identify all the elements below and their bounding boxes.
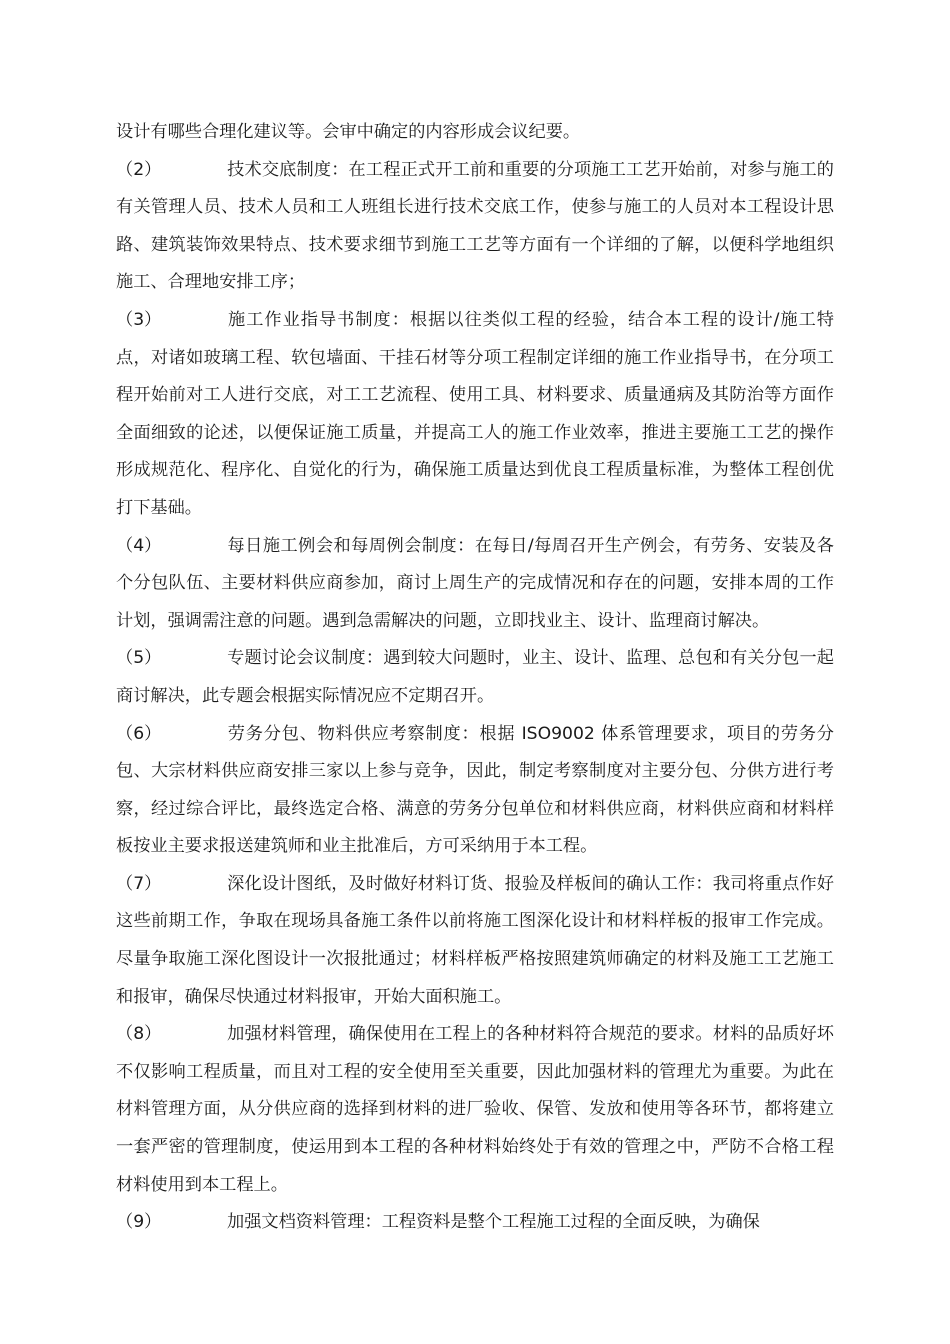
item-number: （5）	[116, 648, 162, 669]
item-number: （9）	[116, 1212, 162, 1233]
item-number: （2）	[116, 159, 162, 180]
item-number: （8）	[116, 1024, 162, 1045]
item-number: （7）	[116, 873, 162, 894]
item-text: 劳务分包、物料供应考察制度：根据 ISO9002 体系管理要求，项目的劳务分包、大宗材料供应商安排三家以上参与竞争，因此，制定考察制度对主要分包、分供方进行考察，经过综合评比，最终选定合格、满意的劳务分包单位和材料供应商，材料供应商和材料样板按业主要求报送建筑师和业主批准后，方可采纳用于本工程。	[116, 723, 834, 857]
item-text: 每日施工例会和每周例会制度：在每日/每周召开生产例会，有劳务、安装及各个分包队伍、主要材料供应商参加，商讨上周生产的完成情况和存在的问题，安排本周的工作计划，强调需注意的问题。遇到急需解决的问题，立即找业主、设计、监理商讨解决。	[116, 535, 834, 631]
list-item-9	[116, 1204, 834, 1242]
list-item-6	[116, 716, 834, 866]
item-text: 加强材料管理，确保使用在工程上的各种材料符合规范的要求。材料的品质好坏不仅影响工程质量，而且对工程的安全使用至关重要，因此加强材料的管理尤为重要。为此在材料管理方面，从分供应商的选择到材料的进厂验收、保管、发放和使用等各环节，都将建立一套严密的管理制度，使运用到本工程的各种材料始终处于有效的管理之中，严防不合格工程材料使用到本工程上。	[116, 1024, 834, 1195]
item-text: 技术交底制度：在工程正式开工前和重要的分项施工工艺开始前，对参与施工的有关管理人员、技术人员和工人班组长进行技术交底工作，使参与施工的人员对本工程设计思路、建筑装饰效果特点、技术要求细节到施工工艺等方面有一个详细的了解，以便科学地组织施工、合理地安排工序；	[116, 159, 834, 293]
item-text: 加强文档资料管理：工程资料是整个工程施工过程的全面反映，为确保	[227, 1212, 760, 1233]
list-item-7	[116, 866, 834, 1016]
list-item-2	[116, 152, 834, 302]
lead-paragraph: 设计有哪些合理化建议等。会审中确定的内容形成会议纪要。	[116, 122, 581, 142]
list-item-4	[116, 528, 834, 641]
item-number: （3）	[116, 309, 162, 330]
list-item-3	[116, 302, 834, 528]
item-number: （4）	[116, 535, 162, 556]
item-text: 施工作业指导书制度：根据以往类似工程的经验，结合本工程的设计/施工特点，对诸如玻璃工程、软包墙面、干挂石材等分项工程制定详细的施工作业指导书，在分项工程开始前对工人进行交底，对工工艺流程、使用工具、材料要求、质量通病及其防治等方面作全面细致的论述，以便保证施工质量，并提高工人的施工作业效率，推进主要施工工艺的操作形成规范化、程序化、自觉化的行为，确保施工质量达到优良工程质量标准，为整体工程创优打下基础。	[116, 309, 834, 518]
document-body	[116, 114, 834, 1242]
item-text: 深化设计图纸，及时做好材料订货、报验及样板间的确认工作：我司将重点作好这些前期工作，争取在现场具备施工条件以前将施工图深化设计和材料样板的报审工作完成。尽量争取施工深化图设计一次报批通过；材料样板严格按照建筑师确定的材料及施工工艺施工和报审，确保尽快通过材料报审，开始大面积施工。	[116, 873, 834, 1007]
item-text: 专题讨论会议制度：遇到较大问题时，业主、设计、监理、总包和有关分包一起商讨解决，此专题会根据实际情况应不定期召开。	[116, 648, 834, 706]
list-item-8	[116, 1016, 834, 1204]
list-item-5	[116, 640, 834, 715]
item-number: （6）	[116, 723, 162, 744]
